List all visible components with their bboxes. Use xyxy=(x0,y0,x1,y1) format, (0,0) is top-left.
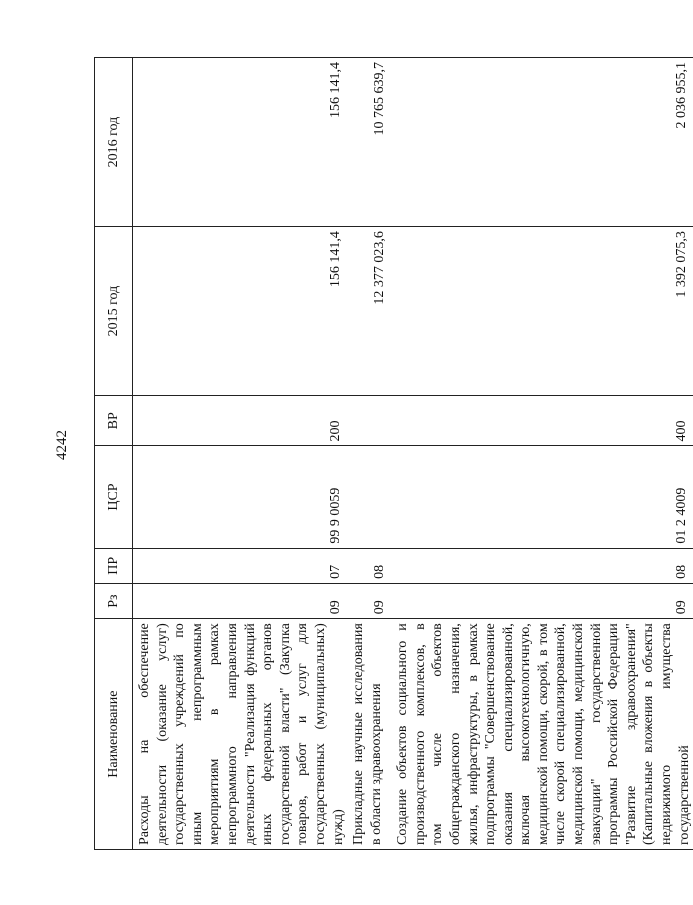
header-2016: 2016 год xyxy=(95,58,133,227)
row-rz: 09 xyxy=(347,583,391,618)
header-pr: ПР xyxy=(95,548,133,583)
row-csr: 01 2 4009 xyxy=(391,446,693,548)
row-name: Прикладные научные исследования в области здравоохранения xyxy=(347,619,391,850)
budget-table xyxy=(94,57,693,850)
row-2015: 1 392 075,3 xyxy=(391,227,693,396)
row-vr: 200 xyxy=(133,396,348,446)
header-2015: 2015 год xyxy=(95,227,133,396)
header-vr: ВР xyxy=(95,396,133,446)
row-rz: 09 xyxy=(133,583,348,618)
row-pr: 08 xyxy=(347,548,391,583)
table-header-row xyxy=(95,58,133,850)
row-vr xyxy=(347,396,391,446)
header-rz: Рз xyxy=(95,583,133,618)
row-2015: 156 141,4 xyxy=(133,227,348,396)
table-row xyxy=(133,58,348,850)
row-2016: 2 036 955,1 xyxy=(391,58,693,227)
table-row xyxy=(347,58,391,850)
row-2016: 10 765 639,7 xyxy=(347,58,391,227)
row-vr: 400 xyxy=(391,396,693,446)
row-csr xyxy=(347,446,391,548)
row-pr: 08 xyxy=(391,548,693,583)
header-name: Наименование xyxy=(95,619,133,850)
row-rz: 09 xyxy=(391,583,693,618)
rotated-page-content xyxy=(54,40,692,850)
row-name: Создание объектов социального и производственного комплексов, в том числе объектов общегражданского назначения, жилья, инфраструктуры, в рамках подпрограммы "Совершенствование оказания специализированной, включая высокотехнологичную, медицинской помощи, скорой, в том числе скорой специализированной, медицинской помощи, медицинской эвакуации" государственной программы Российской Федерации "Развитие здравоохранения" (Капитальные вложения в объекты недвижимого имущества государственной xyxy=(391,619,693,850)
header-csr: ЦСР xyxy=(95,446,133,548)
page-number: 4242 xyxy=(54,430,70,460)
row-2015: 12 377 023,6 xyxy=(347,227,391,396)
row-2016: 156 141,4 xyxy=(133,58,348,227)
row-pr: 07 xyxy=(133,548,348,583)
table-row xyxy=(391,58,693,850)
row-csr: 99 9 0059 xyxy=(133,446,348,548)
row-name: Расходы на обеспечение деятельности (оказание услуг) государственных учреждений по иным непрограммным мероприятиям в рамках непрограммного направления деятельности "Реализация функций иных федеральных органов государственной власти" (Закупка товаров, работ и услуг для государственных (муниципальных) нужд) xyxy=(133,619,348,850)
